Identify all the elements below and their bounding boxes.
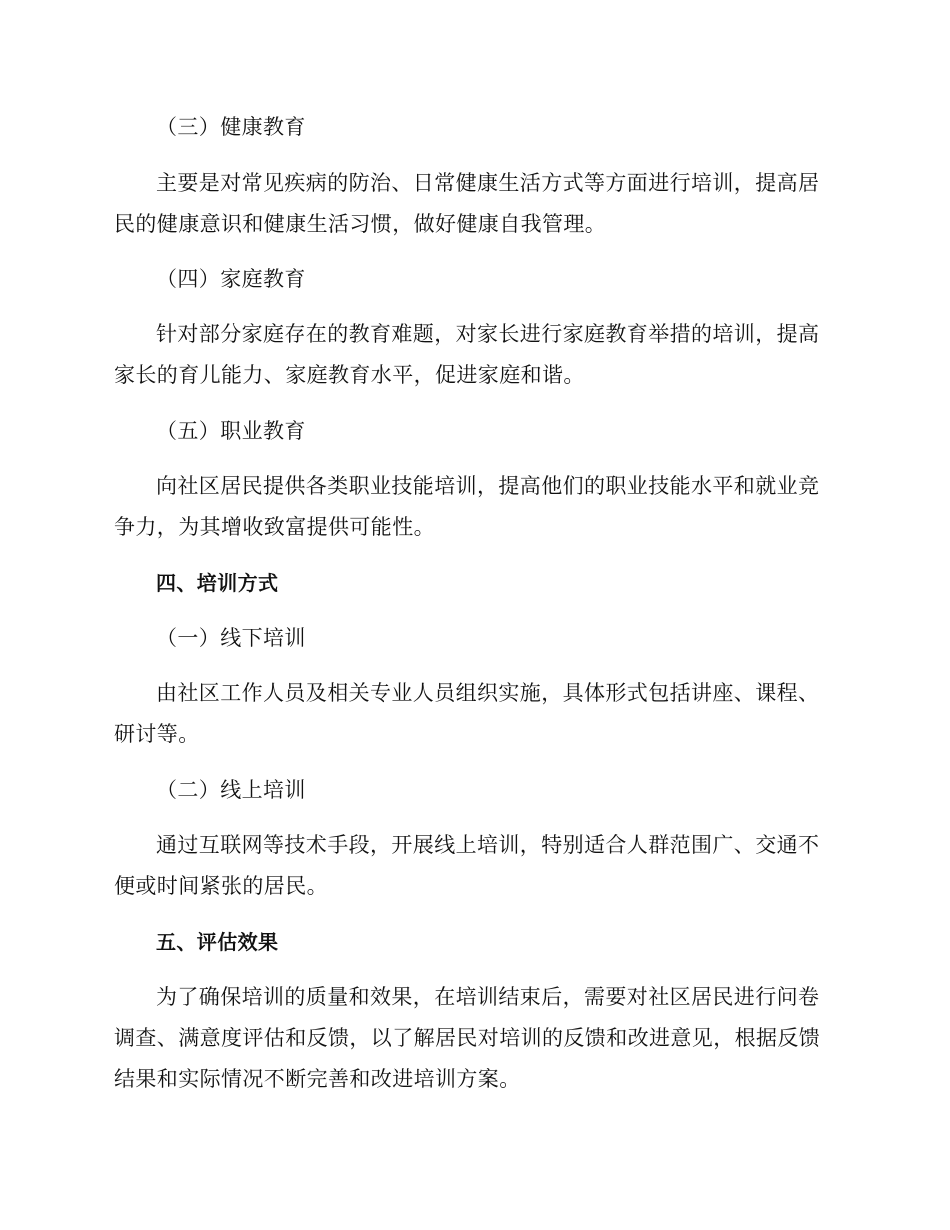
paragraph-line: 由社区工作人员及相关专业人员组织实施，具体形式包括讲座、课程、 — [156, 681, 820, 705]
paragraph-line: 向社区居民提供各类职业技能培训，提高他们的职业技能水平和就业竞 — [156, 474, 820, 498]
paragraph-line: 便或时间紧张的居民。 — [114, 874, 328, 898]
paragraph-line: 针对部分家庭存在的教育难题，对家长进行家庭教育举措的培训，提高 — [156, 322, 820, 346]
paragraph-line: 争力，为其增收致富提供可能性。 — [114, 515, 435, 539]
paragraph-line: 结果和实际情况不断完善和改进培训方案。 — [114, 1067, 521, 1091]
paragraph-line: 调查、满意度评估和反馈，以了解居民对培训的反馈和改进意见，根据反馈 — [114, 1026, 821, 1050]
paragraph-line: 家长的育儿能力、家庭教育水平，促进家庭和谐。 — [114, 363, 585, 387]
subheading-family-education: （四）家庭教育 — [156, 267, 306, 291]
subheading-health-education: （三）健康教育 — [156, 115, 306, 139]
subheading-online-training: （二）线上培训 — [156, 778, 306, 802]
subheading-vocational-education: （五）职业教育 — [156, 419, 306, 443]
paragraph-line: 主要是对常见疾病的防治、日常健康生活方式等方面进行培训，提高居 — [156, 171, 820, 195]
heading-evaluation: 五、评估效果 — [156, 930, 279, 954]
paragraph-line: 通过互联网等技术手段，开展线上培训，特别适合人群范围广、交通不 — [156, 833, 820, 857]
paragraph-line: 为了确保培训的质量和效果，在培训结束后，需要对社区居民进行问卷 — [156, 985, 820, 1009]
heading-training-methods: 四、培训方式 — [156, 571, 279, 595]
paragraph-line: 民的健康意识和健康生活习惯，做好健康自我管理。 — [114, 212, 607, 236]
subheading-offline-training: （一）线下培训 — [156, 626, 306, 650]
paragraph-line: 研讨等。 — [114, 722, 200, 746]
